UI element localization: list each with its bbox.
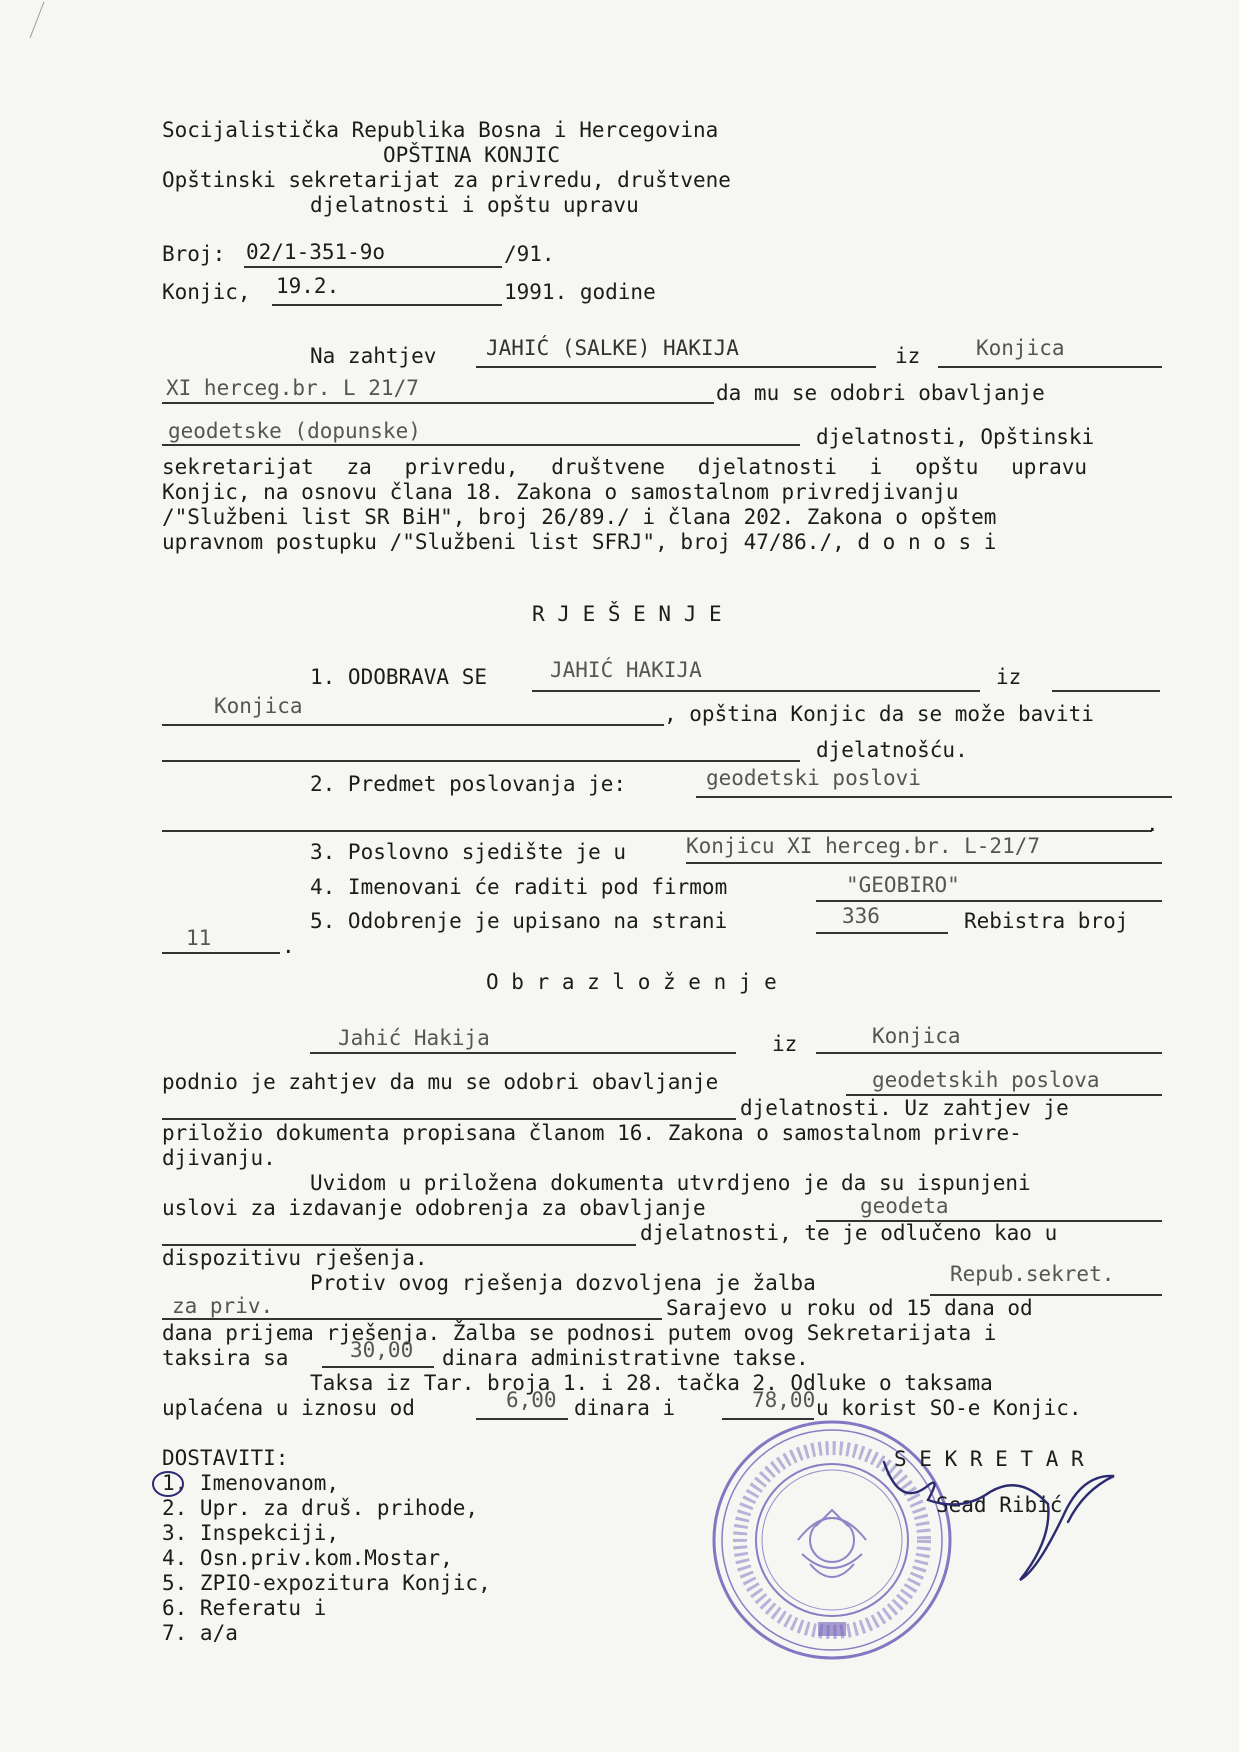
distribution-item: 2. Upr. za druš. prihode, <box>162 1496 479 1520</box>
decision-title: R J E Š E N J E <box>532 602 722 626</box>
reasoning-p2-d: dispozitivu rješenja. <box>162 1246 428 1270</box>
distribution-item: 7. a/a <box>162 1621 238 1645</box>
from-place-underline <box>938 366 1162 368</box>
reasoning-place-underline <box>816 1052 1162 1054</box>
reasoning-p1-a: podnio je zahtjev da mu se odobri obavljanje <box>162 1070 719 1094</box>
reasoning-p2-b: uslovi za izdavanje odobrenja za obavljanje <box>162 1196 706 1220</box>
item2-underline <box>696 796 1172 798</box>
reasoning-p3-d-post: dinara administrativne takse. <box>442 1346 809 1370</box>
municipality-heading: OPŠTINA KONJIC <box>383 143 561 167</box>
item5-page-underline <box>816 932 948 934</box>
broj-value: 02/1-351-9o <box>246 240 386 264</box>
item1-end: djelatnošću. <box>816 738 968 762</box>
date-suffix: 1991. godine <box>504 280 656 304</box>
broj-underline <box>244 266 502 268</box>
item3-value: Konjicu XI herceg.br. L-21/7 <box>686 834 1041 858</box>
distribution-item: 4. Osn.priv.kom.Mostar, <box>162 1546 453 1570</box>
intro-line-1: sekretarijat za privredu, društvene djelatnosti i opštu upravu <box>162 455 1087 479</box>
item1-text: , opština Konjic da se može baviti <box>664 702 1094 726</box>
applicant-underline <box>476 366 876 368</box>
intro-line-4: upravnom postupku /"Službeni list SFRJ", broj 47/86./, d o n o s i <box>162 530 997 554</box>
distribution-title: DOSTAVITI: <box>162 1446 289 1470</box>
address: XI herceg.br. L 21/7 <box>166 376 419 400</box>
secretariat-line-1: Opštinski sekretarijat za privredu, društvene <box>162 168 731 192</box>
activity-underline <box>162 444 800 446</box>
reasoning-p2-a: Uvidom u priložena dokumenta utvrdjeno je da su ispunjeni <box>310 1171 1031 1195</box>
intro-line-3: /"Službeni list SR BiH", broj 26/89./ i člana 202. Zakona o opštem <box>162 505 997 529</box>
item1-iz: iz <box>996 665 1022 689</box>
reasoning-p3-to: Repub.sekret. <box>950 1262 1115 1286</box>
item3-label: 3. Poslovno sjedište je u <box>310 840 627 864</box>
from-place: Konjica <box>976 336 1065 360</box>
approve-text: da mu se odobri obavljanje <box>716 381 1045 405</box>
address-underline <box>162 402 714 404</box>
item1-iz-underline <box>1052 690 1160 692</box>
handwritten-signature <box>870 1450 1130 1600</box>
reasoning-p3-to2: za priv. <box>172 1294 274 1318</box>
item1-blank-underline <box>162 760 800 762</box>
request-label: Na zahtjev <box>310 344 437 368</box>
reasoning-p4-amount-1-underline <box>476 1418 568 1420</box>
item5-number: 11 <box>186 926 212 950</box>
reasoning-p1-activity: geodetskih poslova <box>872 1068 1100 1092</box>
reasoning-p3-c: dana prijema rješenja. Žalba se podnosi putem ovog Sekretarijata i <box>162 1321 997 1345</box>
reasoning-p3-d-pre: taksira sa <box>162 1346 289 1370</box>
item2-continuation-underline <box>162 830 1152 832</box>
reasoning-p3-amount-underline <box>322 1366 434 1368</box>
signature-role: S E K R E T A R <box>894 1447 1084 1471</box>
item2-label: 2. Predmet poslovanja je: <box>310 772 627 796</box>
intro-line-2: Konjic, na osnovu člana 18. Zakona o samostalnom privredjivanju <box>162 480 959 504</box>
reasoning-p4-amount-2: 78,00 <box>752 1388 816 1412</box>
reasoning-p3-a: Protiv ovog rješenja dozvoljena je žalba <box>310 1271 816 1295</box>
reasoning-p2-activity: geodeta <box>860 1194 949 1218</box>
reasoning-name: Jahić Hakija <box>338 1026 490 1050</box>
reasoning-name-underline <box>310 1052 736 1054</box>
broj-suffix: /91. <box>504 242 555 266</box>
item5-page: 336 <box>842 904 880 928</box>
item4-underline <box>816 900 1162 902</box>
item2-period: . <box>1146 812 1159 836</box>
item5-number-underline <box>162 952 280 954</box>
item1-place-underline <box>162 724 664 726</box>
applicant-name: JAHIĆ (SALKE) HAKIJA <box>486 336 739 360</box>
place-label: Konjic, <box>162 280 251 304</box>
reasoning-p4-amount-1: 6,00 <box>506 1388 557 1412</box>
item4-label: 4. Imenovani će raditi pod firmom <box>310 875 728 899</box>
reasoning-p4-b-post: u korist SO-e Konjic. <box>816 1396 1082 1420</box>
item5-registry: Rebistra broj <box>964 909 1129 933</box>
reasoning-title: O b r a z l o ž e n j e <box>486 970 777 994</box>
secretariat-line-2: djelatnosti i opštu upravu <box>310 193 639 217</box>
distribution-item: 6. Referatu i <box>162 1596 327 1620</box>
distribution-item: 5. ZPIO-expozitura Konjic, <box>162 1571 491 1595</box>
distribution-item: 1. Imenovanom, <box>162 1471 340 1495</box>
reasoning-p4-a: Taksa iz Tar. broja 1. i 28. tačka 2. Odluke o taksama <box>310 1371 993 1395</box>
item1-name-underline <box>532 690 980 692</box>
reasoning-iz: iz <box>772 1032 798 1056</box>
fold-mark <box>20 0 50 40</box>
activity-suffix: djelatnosti, Opštinski <box>816 425 1095 449</box>
item1-place: Konjica <box>214 694 303 718</box>
reasoning-p4-b-pre: uplaćena u iznosu od <box>162 1396 415 1420</box>
activity-value: geodetske (dopunske) <box>168 419 421 443</box>
reasoning-p1-c: priložio dokumenta propisana članom 16. Zakona o samostalnom privre- <box>162 1121 1022 1145</box>
iz-label: iz <box>895 344 921 368</box>
date-underline <box>272 304 502 306</box>
signature-name: Sead Ribić <box>936 1493 1063 1517</box>
date-value: 19.2. <box>276 274 340 298</box>
distribution-item: 3. Inspekciji, <box>162 1521 340 1545</box>
reasoning-p2-c: djelatnosti, te je odlučeno kao u <box>640 1221 1058 1245</box>
item2-value: geodetski poslovi <box>706 766 921 790</box>
republic-heading: Socijalistička Republika Bosna i Hercegovina <box>162 118 719 142</box>
reasoning-p3-amount: 30,00 <box>350 1338 414 1362</box>
item1-label: 1. ODOBRAVA SE <box>310 665 488 689</box>
reasoning-p1-blank-underline <box>162 1118 736 1120</box>
reasoning-p4-b-mid: dinara i <box>574 1396 676 1420</box>
broj-label: Broj: <box>162 242 226 266</box>
reasoning-p3-to2-underline <box>162 1318 662 1320</box>
reasoning-p1-b: djelatnosti. Uz zahtjev je <box>740 1096 1069 1120</box>
item3-underline <box>686 862 1162 864</box>
reasoning-p3-b: Sarajevo u roku od 15 dana od <box>666 1296 1033 1320</box>
item4-value: "GEOBIRO" <box>846 873 960 897</box>
reasoning-place: Konjica <box>872 1024 961 1048</box>
reasoning-p1-d: djivanju. <box>162 1146 276 1170</box>
item1-name: JAHIĆ HAKIJA <box>550 658 702 682</box>
item5-label: 5. Odobrenje je upisano na strani <box>310 909 728 933</box>
item5-period: . <box>282 934 295 958</box>
